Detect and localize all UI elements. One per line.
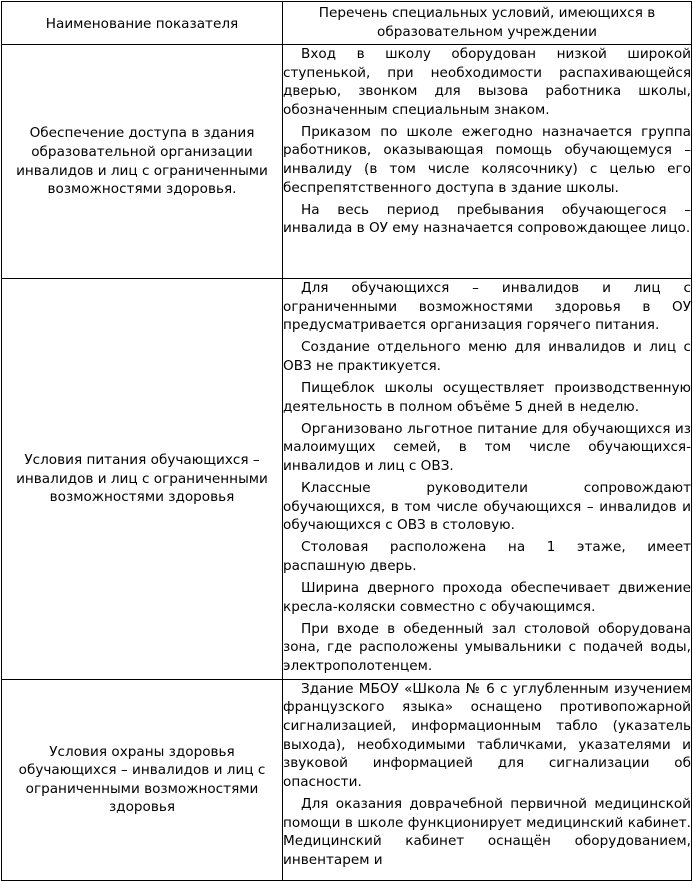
condition-paragraph: Вход в школу оборудован низкой широкой ступенькой, при необходимости распахивающейся дверью, звонком для вызова работника школы, обозначенным специальным знаком. — [283, 46, 691, 118]
table-row — [2, 45, 692, 279]
row-indicator-name: Условия питания обучающихся – инвалидов и лиц с ограниченными возможностями здоровья — [2, 279, 283, 680]
table-row — [2, 679, 692, 880]
condition-paragraph: Столовая расположена на 1 этаже, имеет распашную дверь. — [283, 539, 691, 574]
condition-paragraph: Здание МБОУ «Школа № 6 с углубленным изучением французского языка» оснащено противопожарной сигнализацией, информационным табло (указатель выхода), необходимыми табличками, указателями и звуковой информацией для сигнализации об опасности. — [283, 680, 691, 790]
row-conditions-content — [283, 680, 691, 876]
row-indicator-name: Обеспечение доступа в здания образовательной организации инвалидов и лиц с ограниченными возможностями здоровья. — [2, 45, 283, 279]
row-indicator-name: Условия охраны здоровья обучающихся – инвалидов и лиц с ограниченными возможностями здоровья — [2, 679, 283, 880]
header-indicator-name: Наименование показателя — [2, 2, 283, 45]
row-conditions — [283, 279, 692, 680]
condition-paragraph: Создание отдельного меню для инвалидов и лиц с ОВЗ не практикуется. — [283, 339, 691, 374]
condition-paragraph: При входе в обеденный зал столовой оборудована зона, где расположены умывальники с подачей воды, электрополотенцем. — [283, 620, 691, 674]
condition-paragraph: Для обучающихся – инвалидов и лиц с ограниченными возможностями здоровья в ОУ предусматривается организация горячего питания. — [283, 280, 691, 334]
table-header-row — [2, 2, 692, 45]
row-conditions — [283, 679, 692, 880]
condition-paragraph: Пищеблок школы осуществляет производственную деятельность в полном объёме 5 дней в неделю. — [283, 379, 691, 415]
header-special-conditions: Перечень специальных условий, имеющихся в образовательном учреждении — [283, 2, 692, 45]
conditions-table — [1, 1, 692, 881]
row-conditions — [283, 45, 692, 279]
condition-paragraph: Классные руководители сопровождают обучающихся, в том числе обучающихся – инвалидов и обучающихся с ОВЗ в столовую. — [283, 479, 691, 534]
condition-paragraph: На весь период пребывания обучающегося – инвалида в ОУ ему назначается сопровождающее лицо. — [283, 201, 691, 237]
condition-paragraph: Ширина дверного прохода обеспечивает движение кресла-коляски совместно с обучающимся. — [283, 579, 691, 615]
table-row — [2, 279, 692, 680]
condition-paragraph: Организовано льготное питание для обучающихся из малоимущих семей, в том числе обучающихся-инвалидов и лиц с ОВЗ. — [283, 420, 691, 474]
condition-paragraph: Для оказания доврачебной первичной медицинской помощи в школе функционирует медицинский кабинет. Медицинский кабинет оснащён оборудованием, инвентарем и — [283, 795, 691, 868]
condition-paragraph: Приказом по школе ежегодно назначается группа работников, оказывающая помощь обучающемуся – инвалиду (в том числе колясочнику) с целью его беспрепятственного доступа в здание школы. — [283, 123, 691, 196]
